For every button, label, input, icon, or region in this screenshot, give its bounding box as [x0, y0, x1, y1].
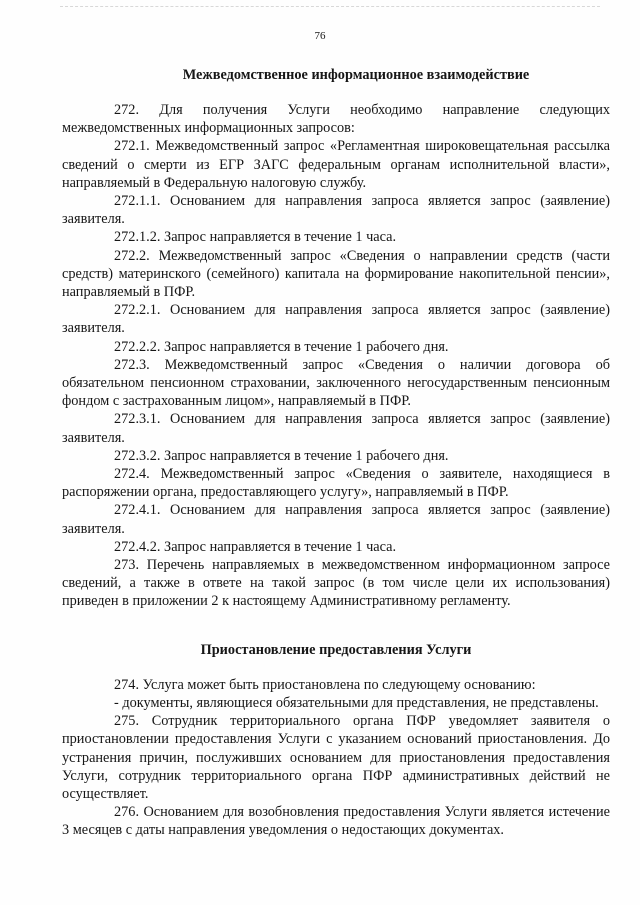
paragraph: 276. Основанием для возобновления предоставления Услуги является истечение 3 месяцев с даты направления уведомления о недостающих документах.	[62, 804, 610, 839]
paragraph: 274. Услуга может быть приостановлена по следующему основанию:	[114, 676, 536, 693]
paragraph: 272.4. Межведомственный запрос «Сведения о заявителе, находящиеся в распоряжении органа, предоставляющего услугу», направляемый в ПФР.	[62, 466, 610, 501]
section-heading-suspension: Приостановление предоставления Услуги	[200, 641, 472, 658]
paragraph: 272.4.2. Запрос направляется в течение 1 часа.	[114, 538, 397, 555]
paragraph: - документы, являющиеся обязательными для представления, не представлены.	[114, 694, 599, 711]
paragraph: 272.3.2. Запрос направляется в течение 1 рабочего дня.	[114, 447, 449, 464]
page-number: 76	[314, 30, 326, 42]
paragraph: 272.4.1. Основанием для направления запроса является запрос (заявление) заявителя.	[62, 502, 610, 537]
paragraph: 272.3.1. Основанием для направления запроса является запрос (заявление) заявителя.	[62, 411, 610, 446]
scan-artifact-line	[60, 6, 600, 7]
section-heading-interagency: Межведомственное информационное взаимодействие	[182, 67, 530, 83]
paragraph: 272. Для получения Услуги необходимо направление следующих межведомственных информационных запросов:	[62, 102, 610, 137]
paragraph: 272.1.1. Основанием для направления запроса является запрос (заявление) заявителя.	[62, 193, 610, 228]
paragraph: 273. Перечень направляемых в межведомственном информационном запросе сведений, а также в ответе на такой запрос (в том числе цели их использования) приведен в приложении 2 к настоящему Административному регламенту.	[62, 557, 610, 610]
paragraph: 275. Сотрудник территориального органа ПФР уведомляет заявителя о приостановлении предоставления Услуги с указанием оснований приостановления. До устранения причин, послуживших основанием для приостановления предоставления Услуги, сотрудник территориального органа ПФР административных действий не осуществляет.	[62, 713, 610, 802]
paragraph: 272.2.2. Запрос направляется в течение 1 рабочего дня.	[114, 338, 449, 355]
paragraph: 272.1. Межведомственный запрос «Регламентная широковещательная рассылка сведений о смерти из ЕГР ЗАГС федеральным органам исполнительной власти», направляемый в Федеральную налоговую службу.	[62, 138, 610, 191]
paragraph: 272.2.1. Основанием для направления запроса является запрос (заявление) заявителя.	[62, 302, 610, 337]
paragraph: 272.3. Межведомственный запрос «Сведения о наличии договора об обязательном пенсионном страховании, заключенного негосударственным пенсионным фондом с застрахованным лицом», направляемый в ПФР.	[62, 356, 610, 410]
paragraph: 272.1.2. Запрос направляется в течение 1 часа.	[114, 229, 397, 246]
document-body	[62, 66, 610, 840]
paragraph: 272.2. Межведомственный запрос «Сведения о направлении средств (части средств) материнского (семейного) капитала на формирование накопительной пенсии», направляемый в ПФР.	[62, 247, 610, 301]
